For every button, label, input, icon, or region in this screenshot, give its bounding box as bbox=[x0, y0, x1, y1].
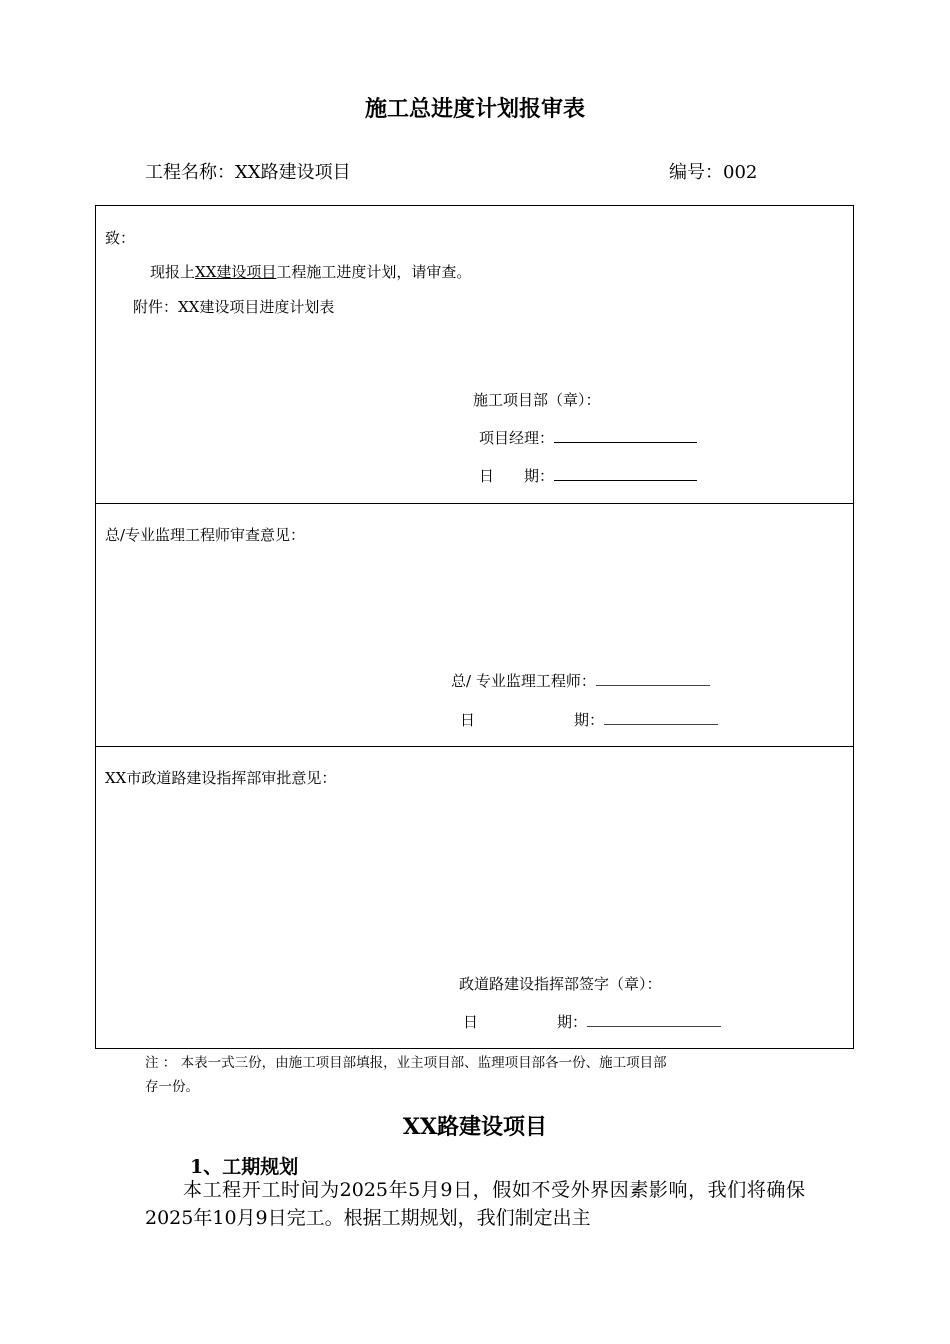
attachment-label: 附件：XX建设项目进度计划表 bbox=[133, 298, 335, 316]
review-form-table bbox=[95, 205, 854, 1049]
dept-seal-label: 施工项目部（章）： bbox=[473, 391, 601, 409]
project-manager-field bbox=[479, 427, 697, 448]
approval-date-label: 期： bbox=[557, 1013, 588, 1031]
statement-project-name: XX建设项目 bbox=[195, 263, 277, 281]
approval-date-field bbox=[557, 1011, 721, 1032]
manager-signature-line bbox=[554, 428, 697, 443]
form-number: 编号：002 bbox=[669, 162, 758, 183]
review-date-field bbox=[574, 709, 718, 730]
submission-statement bbox=[150, 261, 471, 282]
engineer-signature-field bbox=[451, 670, 710, 691]
approval-date-line bbox=[587, 1012, 721, 1027]
supervisor-review-heading: 总/专业监理工程师审查意见： bbox=[105, 526, 306, 544]
engineer-label: 总/ 专业监理工程师： bbox=[451, 672, 596, 690]
row-divider bbox=[96, 746, 853, 747]
hq-approval-heading: XX市政道路建设指挥部审批意见： bbox=[105, 769, 337, 787]
approval-date-day: 日 bbox=[463, 1013, 479, 1031]
document-title: XX路建设项目 bbox=[402, 1114, 548, 1140]
to-label: 致： bbox=[105, 229, 136, 247]
engineer-signature-line bbox=[596, 671, 710, 686]
date-line bbox=[554, 466, 697, 481]
body-paragraph: 本工程开工时间为2025年5月9日，假如不受外界因素影响，我们将确保2025年10月9日完工。根据工期规划，我们制定出主 bbox=[145, 1179, 805, 1229]
date-label: 日 期： bbox=[479, 467, 555, 485]
review-date-day: 日 bbox=[460, 711, 476, 729]
statement-prefix: 现报上 bbox=[150, 263, 196, 281]
section-heading: 1、工期规划 bbox=[190, 1156, 299, 1178]
form-note-line2: 存一份。 bbox=[145, 1079, 199, 1095]
review-date-line bbox=[604, 710, 718, 725]
hq-sign-label: 政道路建设指挥部签字（章）： bbox=[459, 975, 662, 993]
form-note-line1: 注 ： 本表一式三份，由施工项目部填报，业主项目部、监理项目部各一份、施工项目部 bbox=[145, 1055, 667, 1071]
review-date-label: 期： bbox=[574, 711, 605, 729]
statement-suffix: 工程施工进度计划，请审查。 bbox=[276, 263, 472, 281]
project-name: 工程名称：XX路建设项目 bbox=[145, 162, 351, 183]
row-divider bbox=[96, 503, 853, 504]
project-manager-label: 项目经理： bbox=[479, 429, 555, 447]
date-field bbox=[479, 465, 697, 486]
form-title: 施工总进度计划报审表 bbox=[364, 96, 585, 122]
